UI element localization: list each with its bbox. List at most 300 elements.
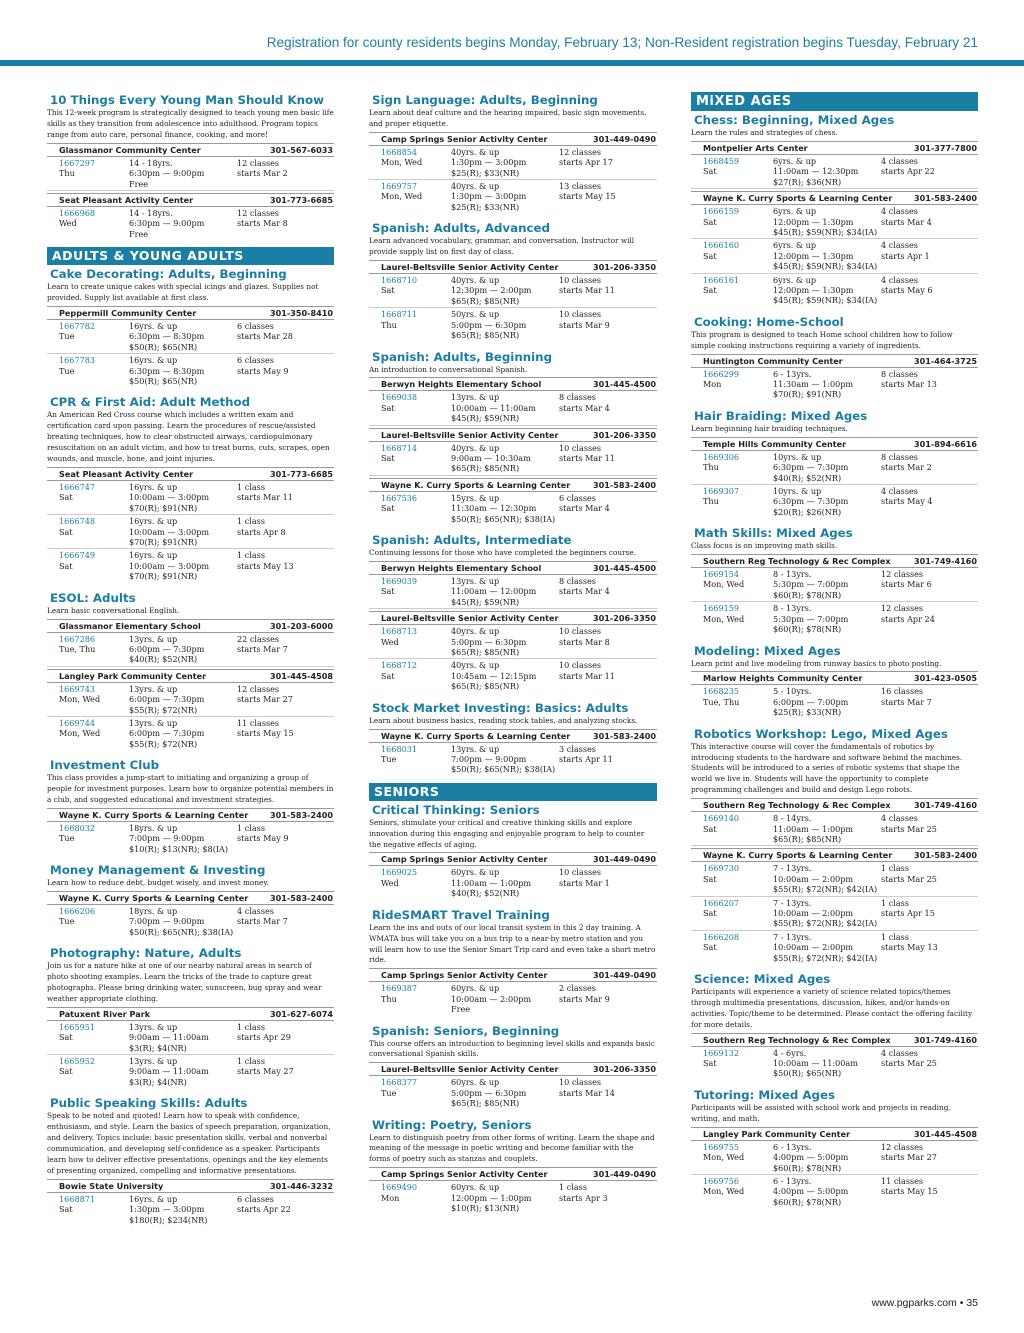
program-title[interactable]: Money Management & Investing	[50, 863, 266, 878]
location-header	[691, 848, 978, 862]
class-start: starts Mar 2	[881, 462, 932, 473]
class-schedule	[237, 321, 334, 352]
program-title[interactable]: Writing: Poetry, Seniors	[372, 1117, 532, 1132]
class-id[interactable]: 1668235	[703, 686, 740, 697]
class-schedule	[237, 355, 334, 386]
class-age: 40yrs. & up	[451, 660, 500, 671]
class-details	[451, 983, 559, 1014]
class-id-days	[703, 569, 773, 600]
class-fee: Free	[129, 228, 149, 239]
class-count: 10 classes	[559, 275, 602, 286]
class-time: 11:30am — 12:30pm	[451, 503, 537, 514]
class-start: starts Mar 11	[559, 453, 615, 464]
class-age: 18yrs. & up	[129, 906, 178, 916]
program-title[interactable]: CPR & First Aid: Adult Method	[50, 395, 251, 410]
class-age: 13yrs. & up	[129, 1021, 178, 1032]
class-start: starts Mar 7	[881, 696, 932, 707]
class-id[interactable]: 1668032	[59, 822, 96, 833]
class-id-days	[703, 932, 773, 963]
class-days: Sat	[381, 670, 395, 681]
class-schedule	[881, 452, 978, 483]
class-id[interactable]: 1668377	[381, 1077, 418, 1088]
class-row	[47, 549, 334, 582]
class-row	[47, 683, 334, 717]
location-name: Wayne K. Curry Sports & Learning Center	[381, 479, 571, 490]
location-header	[369, 968, 657, 982]
location-header	[47, 669, 334, 683]
class-count: 12 classes	[881, 569, 924, 580]
class-time: 6:30pm — 8:30pm	[129, 365, 205, 376]
program-title[interactable]: Cake Decorating: Adults, Beginning	[50, 267, 287, 282]
class-age: 13yrs. & up	[129, 633, 178, 644]
program-title[interactable]: Modeling: Mixed Ages	[694, 643, 841, 658]
program-title[interactable]: 10 Things Every Young Man Should Know	[50, 93, 325, 107]
class-fee: $25(R); $33(NR)	[451, 201, 520, 212]
class-id[interactable]: 1668459	[703, 155, 740, 166]
class-id[interactable]: 1669755	[703, 1141, 740, 1152]
class-id[interactable]: 1666160	[703, 240, 740, 251]
class-age: 60yrs. & up	[451, 1182, 500, 1193]
location-phone: 301-749-4160	[913, 1034, 977, 1045]
class-details	[773, 275, 881, 306]
class-row	[47, 1021, 334, 1055]
location-header	[47, 306, 334, 320]
location-phone: 301-894-6616	[913, 438, 977, 449]
class-details	[451, 1182, 559, 1213]
class-id-days	[381, 983, 451, 1014]
class-count: 1 class	[881, 897, 909, 908]
class-age: 10yrs. & up	[773, 485, 822, 496]
class-count: 12 classes	[559, 146, 602, 157]
class-id[interactable]: 1669025	[381, 867, 418, 878]
class-fee: $60(R); $78(NR)	[773, 1162, 842, 1173]
class-schedule	[559, 983, 657, 1014]
class-schedule	[881, 1176, 978, 1207]
location-phone: 301-203-6000	[269, 620, 333, 631]
class-id[interactable]: 1668712	[381, 660, 418, 671]
class-row	[369, 492, 657, 525]
class-time: 6:30pm — 7:30pm	[773, 462, 849, 473]
class-time: 10:00am — 2:00pm	[451, 993, 532, 1004]
program-description: Learn the rules and strategies of chess.	[691, 128, 838, 137]
class-fee: $70(R); $91(NR)	[129, 502, 198, 513]
class-days: Sat	[59, 1032, 73, 1043]
class-id-days	[703, 1142, 773, 1173]
class-age: 13yrs. & up	[451, 743, 500, 754]
class-start: starts Mar 8	[559, 636, 610, 647]
class-details	[129, 1022, 237, 1053]
location-name: Seat Pleasant Activity Center	[59, 194, 194, 205]
class-details	[773, 452, 881, 483]
class-count: 10 classes	[559, 660, 602, 671]
class-id-days	[59, 1056, 129, 1087]
program-listing	[369, 349, 657, 526]
class-time: 1:30pm — 3:00pm	[451, 157, 527, 168]
location-phone: 301-749-4160	[913, 800, 977, 811]
class-start: starts Mar 8	[237, 218, 288, 229]
location-name: Wayne K. Curry Sports & Learning Center	[381, 730, 571, 741]
program-title[interactable]: Science: Mixed Ages	[694, 972, 831, 987]
class-details	[773, 898, 881, 929]
location-header	[47, 1007, 334, 1021]
program-description: Continuing lessons for those who have completed the beginners course.	[369, 548, 636, 558]
location-header	[369, 132, 657, 146]
class-age: 15yrs. & up	[451, 492, 500, 503]
class-id[interactable]: 1667782	[59, 320, 96, 331]
location-phone: 301-449-0490	[592, 1169, 656, 1180]
program-listing	[47, 590, 334, 751]
class-id[interactable]: 1666299	[703, 368, 740, 379]
class-fee: $60(R); $78(NR)	[773, 589, 842, 600]
class-id[interactable]: 1668031	[381, 743, 418, 754]
class-details	[773, 369, 881, 400]
class-fee: $70(R); $91(NR)	[129, 571, 198, 582]
class-id[interactable]: 1669756	[703, 1175, 740, 1186]
program-description: Learn basic conversational English.	[47, 605, 180, 615]
class-id[interactable]: 1668871	[59, 1193, 96, 1204]
program-title[interactable]: Chess: Beginning, Mixed Ages	[694, 113, 895, 127]
class-id-days	[59, 1022, 129, 1053]
class-id-days	[381, 744, 451, 775]
class-schedule	[237, 208, 334, 239]
class-count: 4 classes	[881, 1047, 918, 1058]
location-phone: 301-206-3350	[592, 429, 656, 440]
class-start: starts Apr 3	[559, 1192, 608, 1203]
class-details	[129, 1194, 237, 1225]
class-schedule	[559, 1077, 657, 1108]
class-days: Tue	[59, 916, 75, 927]
class-days: Sat	[703, 166, 717, 177]
class-days: Wed	[59, 218, 77, 229]
class-count: 1 class	[237, 822, 265, 833]
class-count: 8 classes	[881, 451, 918, 462]
program-listing	[47, 1095, 334, 1226]
class-time: 10:00am — 11:00am	[451, 402, 536, 413]
class-id[interactable]: 1666968	[59, 207, 96, 218]
class-count: 4 classes	[881, 274, 918, 285]
program-description: Class focus is on improving math skills.	[691, 541, 838, 551]
class-id-days	[381, 1077, 451, 1108]
class-age: 8 - 13yrs.	[773, 569, 812, 580]
location-name: Glassmanor Community Center	[59, 144, 201, 155]
location-phone: 301-206-3350	[592, 613, 656, 624]
class-id-days	[381, 626, 451, 657]
location-header	[369, 611, 657, 625]
class-start: starts May 6	[881, 284, 933, 295]
location-name: Temple Hills Community Center	[703, 438, 847, 449]
class-count: 6 classes	[559, 492, 596, 503]
class-id[interactable]: 1669387	[381, 983, 418, 994]
class-row	[47, 905, 334, 938]
location-name: Langley Park Community Center	[703, 1128, 851, 1139]
program-title[interactable]: Tutoring: Mixed Ages	[694, 1087, 835, 1102]
class-days: Mon, Wed	[381, 191, 423, 202]
program-listing	[47, 757, 334, 855]
program-description: Learn print and live modeling from runway basics to photo posting.	[691, 658, 942, 668]
class-schedule	[237, 158, 334, 189]
program-description: This class provides a jump-start to initiating and organizing a group of people for investment purposes. Learn how to organize potential members in a club, and suggested educational and investment strategies.	[47, 773, 334, 804]
location-header	[369, 478, 657, 492]
class-age: 6yrs. & up	[773, 206, 817, 217]
class-time: 9:00am — 11:00am	[129, 1066, 209, 1077]
program-title[interactable]: Critical Thinking: Seniors	[372, 802, 540, 817]
section-banner: MiXED AGES	[691, 92, 978, 111]
location-phone: 301-583-2400	[592, 730, 656, 741]
class-time: 10:00am — 3:00pm	[129, 560, 210, 571]
class-details	[773, 1048, 881, 1079]
program-title[interactable]: Public Speaking Skills: Adults	[50, 1096, 248, 1111]
class-id[interactable]: 1666207	[703, 897, 740, 908]
class-count: 8 classes	[559, 392, 596, 403]
class-time: 5:30pm — 7:00pm	[773, 613, 849, 624]
location-header	[369, 1167, 657, 1181]
program-title[interactable]: Photography: Nature, Adults	[50, 946, 242, 961]
class-start: starts Apr 15	[881, 908, 935, 918]
class-fee: $55(R); $72(NR); $42(IA)	[773, 884, 878, 895]
class-count: 1 class	[881, 863, 909, 874]
program-description: Learn advanced vocabulary, grammar, and conversation. Instructor will provide supply list on first day of class.	[369, 236, 635, 257]
program-title[interactable]: Spanish: Adults, Intermediate	[372, 533, 572, 548]
location-header	[369, 561, 657, 575]
class-fee: $50(R); $65(NR); $38(IA)	[451, 513, 556, 524]
class-time: 6:00pm — 7:30pm	[129, 728, 205, 739]
class-start: starts May 13	[881, 942, 938, 953]
class-count: 10 classes	[559, 309, 602, 320]
class-schedule	[559, 309, 657, 340]
class-start: starts Mar 6	[881, 579, 932, 590]
class-time: 7:00pm — 9:00pm	[129, 916, 205, 927]
class-id[interactable]: 1666747	[59, 481, 96, 492]
class-id[interactable]: 1668854	[381, 146, 418, 157]
location-header	[47, 193, 334, 207]
class-id[interactable]: 1665951	[59, 1021, 96, 1032]
class-start: starts May 9	[237, 833, 289, 844]
class-id-days	[381, 392, 451, 423]
location-phone: 301-445-4500	[592, 379, 656, 390]
class-time: 9:00am — 11:00am	[129, 1032, 209, 1043]
class-age: 5 - 10yrs.	[773, 686, 812, 697]
program-description: Learn to create unique cakes with special icings and glazes. Supplies not provided. Supply list available at first class.	[47, 282, 319, 303]
class-id-days	[381, 1182, 451, 1213]
class-id[interactable]: 1666206	[59, 906, 96, 916]
program-title[interactable]: Stock Market Investing: Basics: Adults	[372, 700, 629, 715]
class-details	[451, 275, 559, 306]
class-start: starts May 13	[237, 560, 294, 571]
program-listing	[691, 112, 978, 307]
program-title[interactable]: Robotics Workshop: Lego, Mixed Ages	[694, 726, 948, 741]
class-id[interactable]: 1669757	[381, 181, 418, 192]
class-id[interactable]: 1669159	[703, 603, 740, 614]
class-schedule	[881, 240, 978, 271]
location-phone: 301-773-6685	[269, 194, 333, 205]
class-id[interactable]: 1666748	[59, 516, 96, 527]
class-id[interactable]: 1669132	[703, 1047, 740, 1058]
class-id[interactable]: 1666749	[59, 550, 96, 561]
class-row	[369, 1181, 657, 1214]
class-schedule	[881, 1142, 978, 1173]
location-header	[691, 1127, 978, 1141]
location-phone: 301-445-4500	[592, 562, 656, 573]
location-phone: 301-446-3232	[269, 1180, 333, 1191]
location-name: Seat Pleasant Activity Center	[59, 468, 194, 479]
class-count: 11 classes	[237, 717, 280, 728]
program-title[interactable]: Spanish: Adults, Advanced	[372, 221, 550, 236]
class-start: starts Mar 13	[881, 379, 937, 389]
program-description: Learn about business basics, reading stock tables, and analyzing stocks.	[369, 715, 638, 725]
class-details	[773, 569, 881, 600]
program-description: Join us for a nature hike at one of our nearby natural areas in search of photo shooting examples. Learn the tricks of the trade to capture great photographs. Please bring drinking water, sunscreen, bug spray and wear weather appropriate clothing.	[47, 961, 322, 1003]
class-days: Sat	[59, 1066, 73, 1077]
program-description: Learn about deaf culture and the hearing impaired, basic sign movements, and proper etiquette.	[369, 108, 647, 128]
class-row	[691, 368, 978, 401]
class-id-days	[703, 863, 773, 894]
class-age: 60yrs. & up	[451, 867, 500, 878]
class-start: starts Mar 9	[559, 319, 610, 330]
class-id[interactable]: 1669306	[703, 451, 740, 462]
program-title[interactable]: RideSMART Travel Training	[372, 907, 550, 922]
class-schedule	[881, 275, 978, 306]
class-details	[451, 392, 559, 423]
program-listing	[47, 394, 334, 582]
location-header	[47, 467, 334, 481]
program-title[interactable]: Math Skills: Mixed Ages	[694, 526, 853, 541]
class-start: starts Mar 27	[237, 694, 293, 705]
class-row	[691, 274, 978, 307]
class-count: 10 classes	[559, 442, 602, 453]
class-details	[129, 634, 237, 665]
program-title[interactable]: Hair Braiding: Mixed Ages	[694, 408, 868, 423]
class-id-days	[381, 443, 451, 474]
class-row	[369, 274, 657, 308]
location-phone: 301-583-2400	[269, 809, 333, 820]
class-start: starts Mar 4	[559, 503, 610, 514]
class-id[interactable]: 1665952	[59, 1056, 96, 1067]
class-id[interactable]: 1669039	[381, 575, 418, 586]
location-phone: 301-773-6685	[269, 468, 333, 479]
class-id[interactable]: 1667286	[59, 633, 96, 644]
location-name: Berwyn Heights Elementary School	[381, 562, 542, 573]
class-count: 22 classes	[237, 633, 280, 644]
class-id[interactable]: 1669154	[703, 569, 740, 580]
class-id-days	[703, 813, 773, 844]
class-id[interactable]: 1668713	[381, 626, 418, 637]
class-time: 10:00am — 2:00pm	[773, 908, 854, 918]
class-id[interactable]: 1669038	[381, 392, 418, 403]
program-description: This interactive course will cover the fundamentals of robotics by introducing students to the hardware and software behind the machines. Students will be introduced to a series of robotic systems that shape the world we live in. Students will have the opportunity to complete programming challenges and build and design Lego robots.	[691, 741, 963, 795]
location-name: Berwyn Heights Elementary School	[381, 379, 542, 390]
program-title[interactable]: Investment Club	[50, 758, 160, 773]
class-schedule	[881, 486, 978, 517]
class-id[interactable]: 1668714	[381, 442, 418, 453]
location-header	[369, 729, 657, 743]
class-schedule	[881, 813, 978, 844]
class-id[interactable]: 1668711	[381, 309, 418, 320]
class-time: 11:30am — 1:00pm	[773, 379, 854, 389]
class-age: 13yrs. & up	[129, 717, 178, 728]
program-title[interactable]: Cooking: Home-School	[694, 314, 844, 329]
class-details	[451, 744, 559, 775]
class-age: 14 - 18yrs.	[129, 157, 173, 168]
program-listing	[691, 643, 978, 719]
class-schedule	[881, 206, 978, 237]
class-fee: $70(R); $91(NR)	[129, 536, 198, 547]
class-fee: $65(R); $85(NR)	[451, 330, 520, 341]
class-id-days	[703, 1048, 773, 1079]
program-title[interactable]: Spanish: Seniors, Beginning	[372, 1023, 560, 1038]
class-days: Sat	[703, 873, 717, 884]
class-count: 4 classes	[881, 206, 918, 217]
location-name: Camp Springs Senior Activity Center	[381, 1169, 548, 1180]
class-fee: $70(R); $91(NR)	[773, 389, 842, 400]
class-id-days	[381, 147, 451, 178]
program-title[interactable]: ESOL: Adults	[50, 590, 136, 605]
class-row	[691, 155, 978, 189]
class-count: 1 class	[881, 931, 909, 942]
class-details	[451, 660, 559, 691]
location-phone: 301-449-0490	[592, 133, 656, 144]
class-id-days	[59, 158, 129, 189]
class-id[interactable]: 1669730	[703, 863, 740, 874]
class-id[interactable]: 1669490	[381, 1182, 418, 1193]
class-fee: $50(R); $65(NR)	[773, 1068, 842, 1079]
location-name: Montpelier Arts Center	[703, 142, 808, 153]
program-listing	[691, 408, 978, 518]
location-header	[691, 437, 978, 451]
location-phone: 301-749-4160	[913, 556, 977, 567]
class-id-days	[703, 603, 773, 634]
class-days: Thu	[381, 319, 397, 330]
class-days: Sat	[703, 216, 717, 227]
class-age: 13yrs. & up	[129, 683, 178, 694]
program-title[interactable]: Spanish: Adults, Beginning	[372, 349, 553, 364]
class-start: starts May 15	[559, 191, 616, 202]
class-age: 6 - 13yrs.	[773, 1175, 812, 1186]
class-count: 4 classes	[881, 155, 918, 166]
program-description: An introduction to conversational Spanish.	[369, 364, 528, 374]
class-start: starts May 27	[237, 1066, 294, 1077]
class-id[interactable]: 1666161	[703, 274, 740, 285]
class-details	[773, 932, 881, 963]
class-details	[129, 355, 237, 386]
location-header	[691, 1033, 978, 1047]
class-row	[691, 862, 978, 896]
class-id[interactable]: 1669140	[703, 813, 740, 824]
class-row	[691, 897, 978, 931]
class-id[interactable]: 1669744	[59, 717, 96, 728]
class-id[interactable]: 1668710	[381, 275, 418, 286]
class-days: Wed	[381, 636, 399, 647]
class-age: 8 - 13yrs.	[773, 603, 812, 614]
class-time: 6:30pm — 7:30pm	[773, 496, 849, 507]
class-id[interactable]: 1669307	[703, 485, 740, 496]
class-id[interactable]: 1667536	[381, 492, 418, 503]
class-details	[451, 309, 559, 340]
class-days: Thu	[381, 993, 397, 1004]
class-id[interactable]: 1666159	[703, 206, 740, 217]
class-row	[369, 575, 657, 609]
location-phone: 301-464-3725	[913, 355, 977, 366]
class-id[interactable]: 1666208	[703, 931, 740, 942]
class-id[interactable]: 1669743	[59, 683, 96, 694]
class-id[interactable]: 1667297	[59, 157, 96, 168]
class-id[interactable]: 1667783	[59, 355, 96, 366]
class-fee: $65(R); $85(NR)	[451, 647, 520, 657]
program-title[interactable]: Sign Language: Adults, Beginning	[372, 93, 598, 107]
class-start: starts Mar 7	[237, 916, 288, 927]
class-time: 6:30pm — 9:00pm	[129, 218, 205, 229]
program-description: Learn the ins and outs of our local transit system in this 2 day training. A WMATA bus will take you on a bus trip to a near-by metro station and you will learn how to use the Senior Smart Trip card and even take a short metro ride.	[369, 922, 656, 965]
class-schedule	[881, 569, 978, 600]
